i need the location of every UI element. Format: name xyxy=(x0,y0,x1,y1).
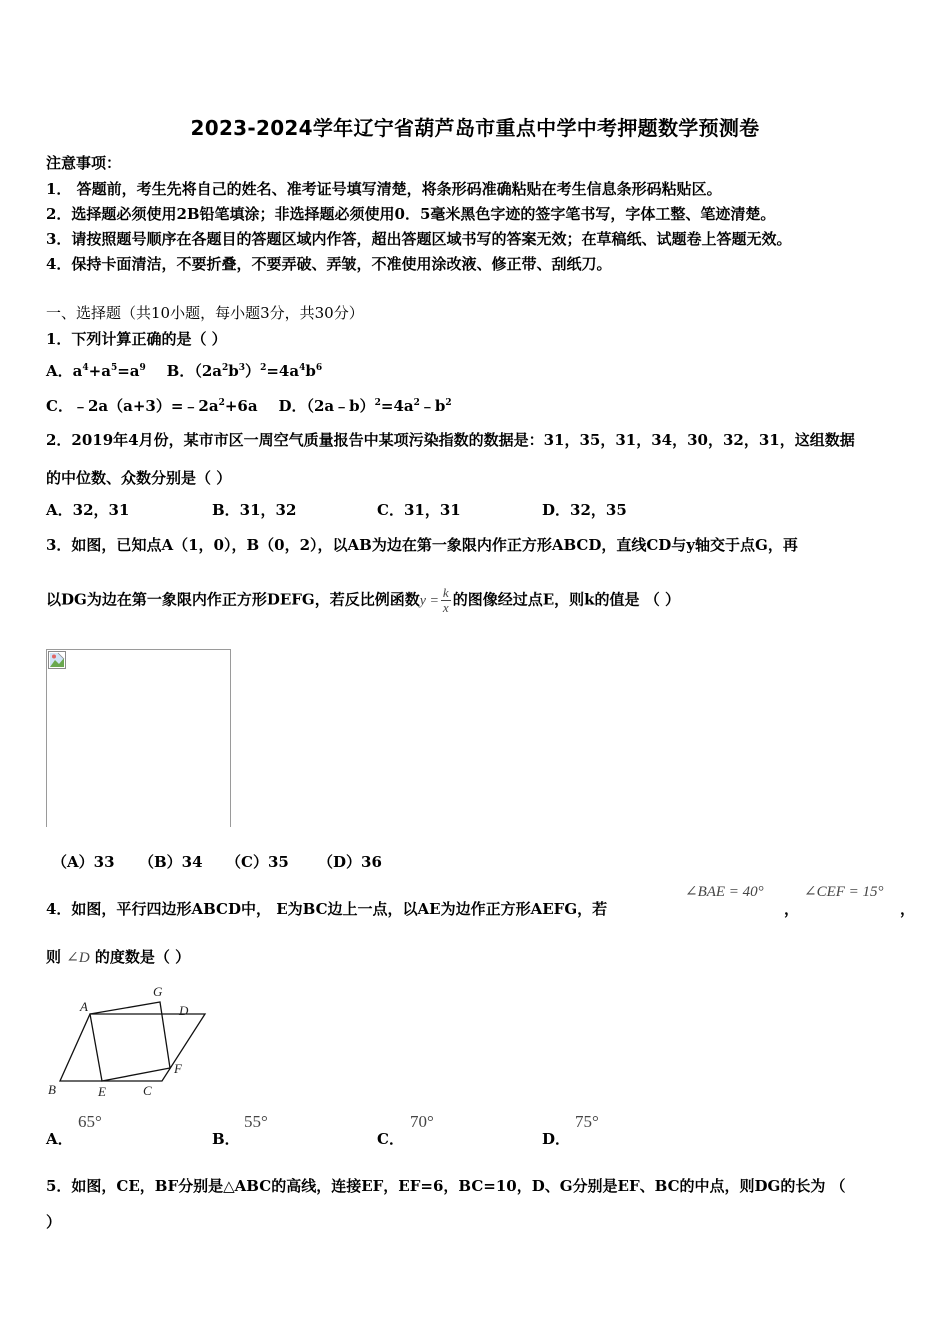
q3-stem-line2-pre: 以DG为边在第一象限内作正方形DEFG，若反比例函数 xyxy=(46,590,420,609)
q1-option-a-expr: $a^4+a^5=a^9$ xyxy=(72,362,146,380)
q4-stem-line2-post: 的度数是（ ） xyxy=(94,948,191,966)
notice-heading: 注意事项： xyxy=(46,154,122,172)
q3-fraction-numerator: k xyxy=(442,585,449,600)
q4-option-d-value: 75° xyxy=(575,1112,599,1131)
q3-option-c: （C）35 xyxy=(226,853,289,871)
q4-label-e: E xyxy=(98,1084,106,1099)
q4-angle-bae: ∠BAE = 40° xyxy=(685,884,764,900)
section-heading: 一、选择题（共10小题，每小题3分，共30分） xyxy=(46,304,364,322)
parallelogram-abcd xyxy=(60,1014,205,1081)
q2-stem-line2: 的中位数、众数分别是（ ） xyxy=(46,469,232,487)
q4-label-g: G xyxy=(153,984,163,999)
broken-image-icon xyxy=(48,651,66,669)
q4-label-d: D xyxy=(179,1003,189,1018)
q2-option-b: B．31，32 xyxy=(212,501,297,519)
q3-function-fraction xyxy=(441,586,451,615)
page-title: 2023-2024学年辽宁省葫芦岛市重点中学中考押题数学预测卷 xyxy=(190,116,760,140)
q2-option-a: A．32，31 xyxy=(46,501,130,519)
q3-function-lhs: y = xyxy=(419,593,439,609)
q4-stem-line2-pre: 则 xyxy=(46,948,62,966)
q4-option-b-label: B． xyxy=(212,1130,240,1148)
q1-option-c-label: C． xyxy=(46,397,73,415)
q2-option-c: C．31，31 xyxy=(377,501,461,519)
q4-geometry-figure xyxy=(40,978,210,1103)
q3-figure-placeholder xyxy=(46,649,231,827)
q1-option-b-label: B． xyxy=(166,362,195,380)
q3-stem-line2 xyxy=(46,586,680,615)
q3-stem-line2-post: 的图像经过点E，则k的值是 （ ） xyxy=(452,590,680,609)
q3-option-b: （B）34 xyxy=(139,853,203,871)
q4-option-a-value: 65° xyxy=(78,1112,102,1131)
q4-comma-2: ， xyxy=(900,900,916,918)
q4-label-c: C xyxy=(143,1083,152,1098)
q4-label-a: A xyxy=(80,999,88,1014)
notice-item-3: 3．请按照题号顺序在各题目的答题区域内作答，超出答题区域书写的答案无效；在草稿纸、试题卷上答题无效。 xyxy=(46,230,792,248)
q1-option-b-expr: $(2a^2b^3)^2=4a^4b^6$ xyxy=(194,362,323,380)
q3-stem-line1: 3．如图，已知点A（1，0），B（0，2），以AB为边在第一象限内作正方形ABCD，直线CD与y轴交于点G，再 xyxy=(46,536,798,554)
q4-option-a-label: A． xyxy=(46,1130,73,1148)
q2-stem-line1: 2．2019年4月份，某市市区一周空气质量报告中某项污染指数的数据是：31，35，31，34，30，32，31，这组数据 xyxy=(46,431,855,449)
q1-stem: 1．下列计算正确的是（ ） xyxy=(46,330,227,348)
notice-item-4: 4．保持卡面清洁，不要折叠，不要弄破、弄皱，不准使用涂改液、修正带、刮纸刀。 xyxy=(46,255,612,273)
q4-angle-d: ∠D xyxy=(66,950,90,966)
q4-option-c-label: C． xyxy=(377,1130,404,1148)
q4-option-b-value: 55° xyxy=(244,1112,268,1131)
q5-stem-line1: 5．如图，CE，BF分别是△ABC的高线，连接EF，EF=6，BC=10，D、G分别是EF、BC的中点，则DG的长为 （ xyxy=(46,1177,846,1195)
q3-option-a: （A）33 xyxy=(52,853,115,871)
q1-option-a-label: A． xyxy=(46,362,73,380)
q1-options-row1 xyxy=(46,360,322,381)
q4-option-d-label: D． xyxy=(542,1130,571,1148)
q1-option-c-expr: $﹣2a(a+3)=﹣2a^2+6a$ xyxy=(72,397,258,415)
q2-option-d: D．32，35 xyxy=(542,501,627,519)
q4-stem-line1: 4．如图，平行四边形ABCD中， E为BC边上一点，以AE为边作正方形AEFG，若 xyxy=(46,900,608,918)
q1-option-d-label: D． xyxy=(278,397,307,415)
notice-item-2: 2．选择题必须使用2B铅笔填涂；非选择题必须使用0．5毫米黑色字迹的签字笔书写，字体工整、笔迹清楚。 xyxy=(46,205,776,223)
q4-label-f: F xyxy=(174,1061,182,1076)
q4-label-b: B xyxy=(48,1082,56,1097)
q4-angle-cef: ∠CEF = 15° xyxy=(804,884,884,900)
q5-stem-line2: ） xyxy=(46,1213,62,1231)
notice-item-1: 1． 答题前，考生先将自己的姓名、准考证号填写清楚，将条形码准确粘贴在考生信息条形码粘贴区。 xyxy=(46,180,722,198)
q4-comma-1: ， xyxy=(784,900,800,918)
q1-options-row2 xyxy=(46,395,452,416)
q3-option-d: （D）36 xyxy=(318,853,382,871)
q4-option-c-value: 70° xyxy=(410,1112,434,1131)
q3-fraction-denominator: x xyxy=(442,600,449,615)
q4-stem-line2 xyxy=(46,946,190,967)
q1-option-d-expr: $(2a﹣b)^2=4a^2﹣b^2$ xyxy=(306,397,452,415)
